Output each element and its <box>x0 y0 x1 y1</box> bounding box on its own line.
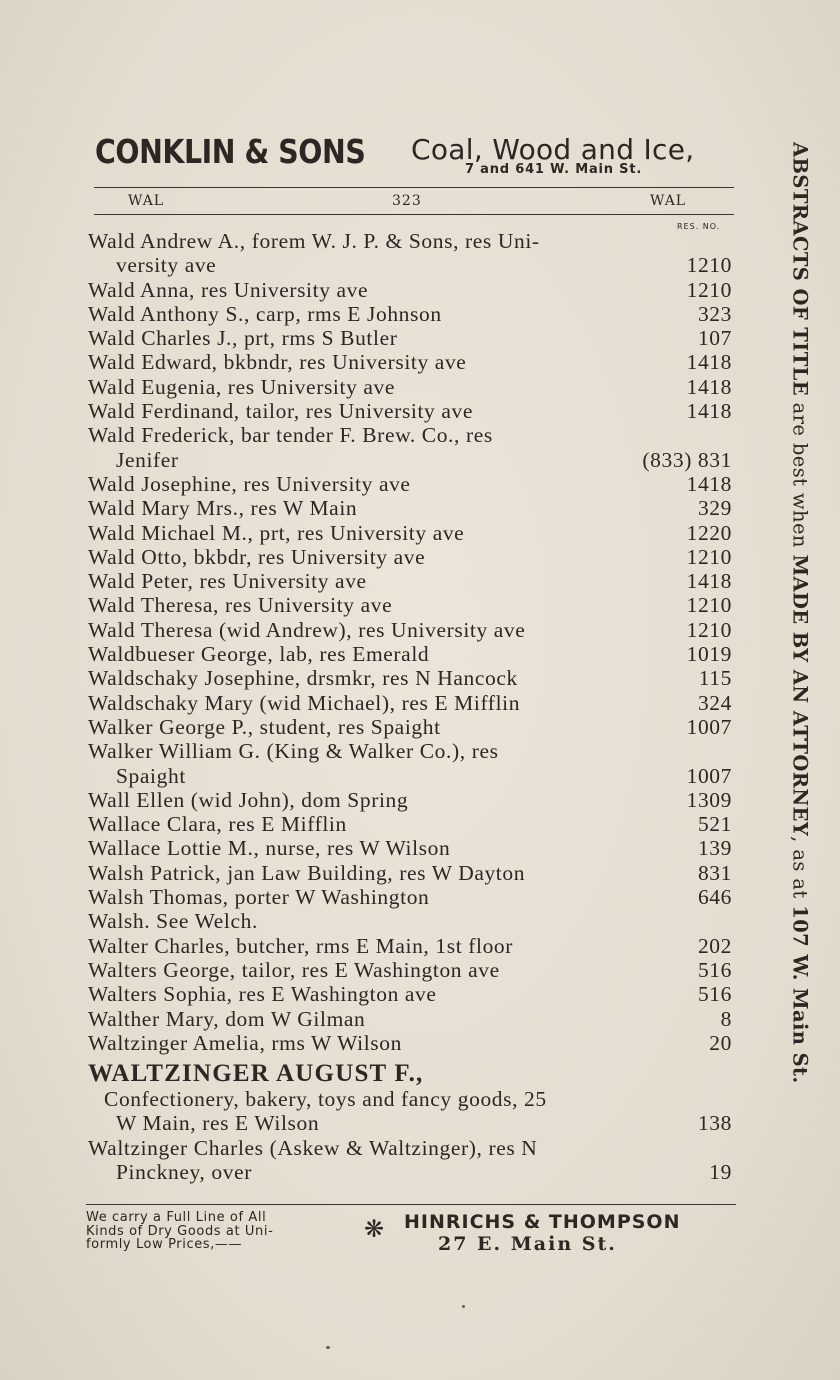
entry-text: W Main, res E Wilson <box>116 1111 320 1136</box>
entry-residence-number: 139 <box>697 836 732 861</box>
entry-residence-number: 1418 <box>686 374 732 399</box>
entry-residence-number: 1210 <box>686 544 732 569</box>
entry-residence-number: 1418 <box>686 399 732 424</box>
entry-residence-number: 1220 <box>686 520 732 545</box>
directory-entry <box>88 1136 736 1160</box>
directory-entry <box>88 861 736 885</box>
entry-residence-number: 1007 <box>686 763 732 788</box>
directory-entry <box>88 666 736 690</box>
directory-entry <box>88 423 736 447</box>
directory-entry <box>88 496 736 520</box>
entry-residence-number: 1210 <box>686 593 732 618</box>
directory-entry <box>88 302 736 326</box>
directory-entry <box>88 375 736 399</box>
side-ad-part1: ABSTRACTS OF TITLE <box>788 142 812 396</box>
directory-entry <box>88 472 736 496</box>
entry-text: Walsh. See Welch. <box>88 909 258 934</box>
header-right-key: WAL <box>650 193 687 209</box>
header-rule-bottom <box>94 214 734 215</box>
directory-entry <box>88 1160 736 1184</box>
directory-entry <box>88 399 736 423</box>
entry-text: Walters Sophia, res E Washington ave <box>88 982 437 1007</box>
entry-text: Waldbueser George, lab, res Emerald <box>88 642 430 667</box>
directory-entry <box>88 836 736 860</box>
entry-residence-number: 1309 <box>686 787 732 812</box>
directory-entry <box>88 739 736 763</box>
entry-residence-number: 138 <box>697 1111 732 1136</box>
entry-residence-number: 516 <box>697 982 732 1007</box>
directory-entry <box>88 788 736 812</box>
directory-entry <box>88 812 736 836</box>
entry-text: WALTZINGER AUGUST F., <box>88 1060 424 1088</box>
entry-text: Jenifer <box>116 447 179 472</box>
entry-residence-number: 831 <box>697 860 732 885</box>
entry-text: Wald Charles J., prt, rms S Butler <box>88 326 398 351</box>
entry-residence-number: 329 <box>697 496 732 521</box>
side-ad-part3: MADE BY AN ATTORNEY <box>788 554 812 837</box>
entry-residence-number: 1418 <box>686 471 732 496</box>
entry-text: Walters George, tailor, res E Washington ave <box>88 957 500 982</box>
directory-entry <box>88 278 736 302</box>
directory-entry <box>88 253 736 277</box>
entry-text: Wald Eugenia, res University ave <box>88 374 396 399</box>
entry-text: Walker William G. (King & Walker Co.), res <box>88 739 499 764</box>
ad-dry-goods-line2: Kinds of Dry Goods at Uni- <box>86 1223 274 1239</box>
entry-text: Wallace Clara, res E Mifflin <box>88 812 347 837</box>
directory-entry <box>88 229 736 253</box>
entry-text: Wald Theresa (wid Andrew), res University ave <box>88 617 526 642</box>
directory-entry <box>88 909 736 933</box>
entry-residence-number: 324 <box>697 690 732 715</box>
ornament-icon: ❋ <box>364 1215 385 1243</box>
entry-residence-number: 8 <box>720 1006 732 1031</box>
entry-text: Wald Otto, bkbdr, res University ave <box>88 544 426 569</box>
entry-residence-number: (833) 831 <box>642 447 732 472</box>
directory-entry <box>88 1111 736 1135</box>
entry-text: Walter Charles, butcher, rms E Main, 1st floor <box>88 933 514 958</box>
ad-dry-goods-text <box>86 1211 356 1252</box>
entry-text: Wallace Lottie M., nurse, res W Wilson <box>88 836 451 861</box>
entry-text: Waltzinger Charles (Askew & Waltzinger), res N <box>88 1135 538 1160</box>
entry-residence-number: 1210 <box>686 277 732 302</box>
directory-entry <box>88 1007 736 1031</box>
directory-entry <box>88 958 736 982</box>
entry-residence-number: 323 <box>697 301 732 326</box>
ad-bottom-address: 27 E. Main St. <box>438 1233 617 1255</box>
entry-residence-number: 20 <box>709 1030 732 1055</box>
side-ad-part2: are best when <box>788 395 812 555</box>
entry-residence-number: 1418 <box>686 350 732 375</box>
directory-entry <box>88 642 736 666</box>
entry-text: Pinckney, over <box>116 1159 252 1184</box>
entry-residence-number: 1210 <box>686 617 732 642</box>
entry-text: Wald Andrew A., forem W. J. P. & Sons, res Uni- <box>88 229 540 253</box>
directory-entry <box>88 545 736 569</box>
top-advertisement <box>95 128 735 188</box>
entry-text: Wald Peter, res University ave <box>88 569 367 594</box>
entry-text: Waldschaky Josephine, drsmkr, res N Hancock <box>88 666 518 691</box>
ad-bottom-firm: HINRICHS & THOMPSON <box>404 1211 681 1233</box>
page-number: 323 <box>392 193 422 209</box>
entry-text: Wald Frederick, bar tender F. Brew. Co., res <box>88 423 493 448</box>
ad-dry-goods-line3: formly Low Prices,—— <box>86 1237 243 1252</box>
entry-text: Wald Josephine, res University ave <box>88 471 411 496</box>
directory-entry <box>88 326 736 350</box>
entry-text: Walsh Patrick, jan Law Building, res W Dayton <box>88 860 526 885</box>
entry-text: Walsh Thomas, porter W Washington <box>88 885 430 910</box>
entry-residence-number: 516 <box>697 957 732 982</box>
column-label: RES. NO. <box>677 222 721 231</box>
side-ad-part4: , as at <box>788 836 812 906</box>
entry-text: Walker George P., student, res Spaight <box>88 714 441 739</box>
entry-text: Waldschaky Mary (wid Michael), res E Mifflin <box>88 690 521 715</box>
directory-entry <box>88 618 736 642</box>
entry-residence-number: 1019 <box>686 642 732 667</box>
paper-speck <box>326 1346 330 1349</box>
entry-text: Wald Edward, bkbndr, res University ave <box>88 350 467 375</box>
entry-text: Wald Anthony S., carp, rms E Johnson <box>88 301 442 326</box>
entry-text: Wald Michael M., prt, res University ave <box>88 520 465 545</box>
entry-text: Wall Ellen (wid John), dom Spring <box>88 787 409 812</box>
business-listing-heading <box>88 1055 736 1087</box>
entry-text: Wald Mary Mrs., res W Main <box>88 496 358 521</box>
entry-text: Walther Mary, dom W Gilman <box>88 1006 366 1031</box>
entry-text: Wald Theresa, res University ave <box>88 593 393 618</box>
entry-text: Spaight <box>116 763 186 788</box>
entry-residence-number: 1007 <box>686 714 732 739</box>
entry-text: Waltzinger Amelia, rms W Wilson <box>88 1030 402 1055</box>
bottom-advertisement <box>86 1205 736 1255</box>
entry-residence-number: 19 <box>709 1159 732 1184</box>
header-rule-top <box>94 187 734 188</box>
directory-entry <box>88 691 736 715</box>
directory-entry <box>88 885 736 909</box>
entry-residence-number: 202 <box>697 933 732 958</box>
entry-text: Wald Ferdinand, tailor, res University ave <box>88 399 474 424</box>
entry-residence-number: 646 <box>697 885 732 910</box>
side-advertisement <box>790 142 810 1084</box>
paper-speck <box>462 1305 465 1308</box>
header-left-key: WAL <box>128 193 165 209</box>
directory-entry <box>88 521 736 545</box>
entry-text: versity ave <box>116 253 217 278</box>
entry-residence-number: 521 <box>697 812 732 837</box>
ad-firm-name: CONKLIN & SONS <box>95 132 366 171</box>
directory-entry <box>88 569 736 593</box>
directory-entry <box>88 448 736 472</box>
entry-residence-number: 1210 <box>686 253 732 278</box>
directory-entry <box>88 934 736 958</box>
ad-address: 7 and 641 W. Main St. <box>465 162 643 177</box>
entry-text: Wald Anna, res University ave <box>88 277 369 302</box>
directory-entry <box>88 715 736 739</box>
side-ad-part5: 107 W. Main St. <box>788 905 812 1084</box>
directory-entry <box>88 350 736 374</box>
entry-residence-number: 1418 <box>686 569 732 594</box>
ad-goods: Coal, Wood and Ice, <box>411 133 695 166</box>
entry-residence-number: 115 <box>698 666 732 691</box>
directory-entry <box>88 764 736 788</box>
ad-dry-goods-line1: We carry a Full Line of All <box>86 1210 267 1225</box>
directory-entry <box>88 593 736 617</box>
directory-entry <box>88 1087 736 1111</box>
entry-residence-number: 107 <box>697 326 732 351</box>
directory-entry <box>88 1031 736 1055</box>
directory-entries <box>88 229 736 1184</box>
directory-entry <box>88 982 736 1006</box>
entry-text: Confectionery, bakery, toys and fancy goods, 25 <box>104 1087 547 1112</box>
